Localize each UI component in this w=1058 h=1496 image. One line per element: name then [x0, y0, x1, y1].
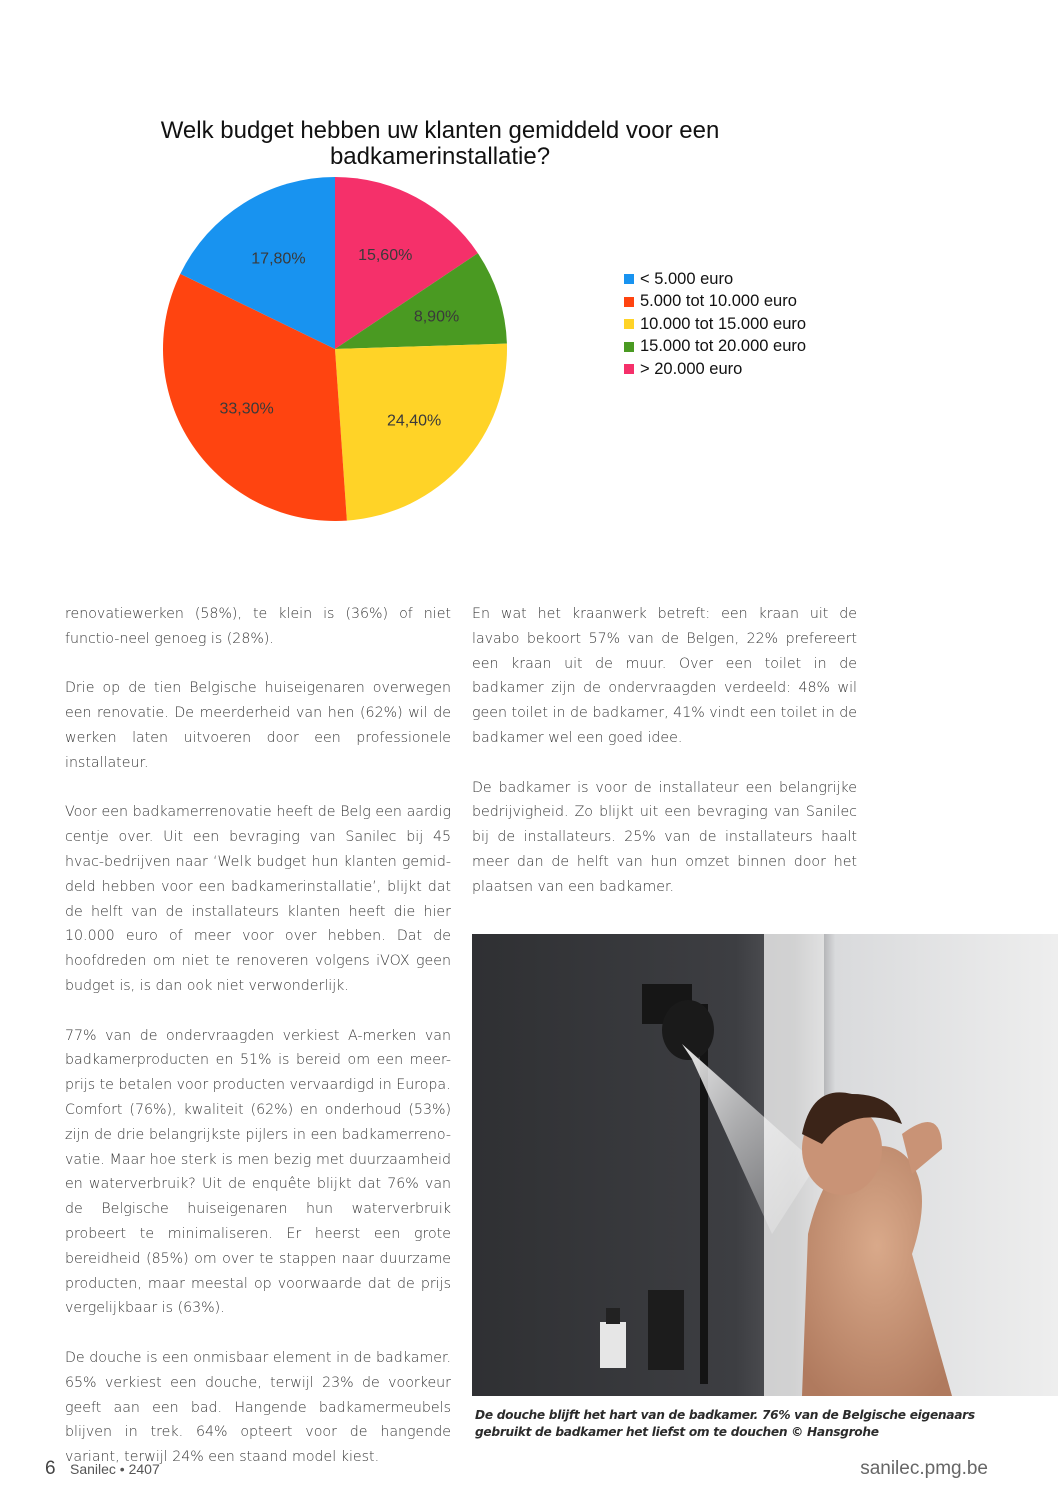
- publication-label: Sanilec • 2407: [70, 1461, 160, 1477]
- article-column-right: [472, 602, 857, 924]
- pie-slice-label: 15,60%: [358, 246, 413, 264]
- legend-swatch: [624, 319, 634, 329]
- legend-item: [624, 313, 806, 336]
- paragraph: En wat het kraanwerk betreft: een kraan uit de lavabo bekoort 57% van de Belgen, 22% prefereert een kraan uit de muur. Over een toilet in de badkamer zijn de ondervraagden verdeeld: 48% wil geen toilet in de badkamer, 41% vindt een toilet in de badkamer wel een goed idee.: [472, 606, 857, 746]
- shower-photo: [472, 934, 1058, 1396]
- legend-swatch: [624, 274, 634, 284]
- chart-title: Welk budget hebben uw klanten gemiddeld voor een badkamerinstallatie?: [160, 117, 720, 170]
- paragraph: Drie op de tien Belgische huiseigenaren overwegen een renovatie. De meerderheid van hen (62%) wil de werken laten uitvoeren door een professionele installateur.: [65, 680, 451, 771]
- article-column-left: [65, 602, 451, 1495]
- paragraph: Comfort (76%), kwaliteit (62%) en onderhoud (53%) zijn de drie belangrijkste pijlers in een badkamerreno-vatie. Maar hoe sterk is men bezig met duurzaamheid en waterverbruik? Uit de enquête blijkt dat 76% van de Belgische huiseigenaren hun waterverbruik probeert te minimaliseren. Er heerst een grote bereidheid (85%) om over te stappen naar duurzame producten, maar meestal op voorwaarde dat de prijs vergelijkbaar is (63%).: [65, 1101, 451, 1317]
- paragraph: De badkamer is voor de installateur een belangrijke bedrijvigheid. Zo blijkt uit een bevraging van Sanilec bij de installateurs. 25% van de installateurs haalt meer dan de helft van hun omzet binnen door het plaatsen van een badkamer.: [472, 779, 857, 895]
- paragraph: De douche is een onmisbaar element in de badkamer. 65% verkiest een douche, terwijl 23% de voorkeur geeft aan een bad. Hangende badkamermeubels blijven in trek. 64% opteert voor de hangende variant, terwijl 24% een staand model kiest.: [65, 1349, 451, 1466]
- legend-label: 5.000 tot 10.000 euro: [640, 292, 797, 311]
- legend-item: [624, 268, 806, 291]
- pie-slice: [335, 344, 507, 521]
- legend-item: [624, 336, 806, 359]
- legend-swatch: [624, 342, 634, 352]
- legend-item: [624, 291, 806, 314]
- pie-slice-label: 33,30%: [219, 400, 274, 418]
- paragraph: renovatiewerken (58%), te klein is (36%) of niet functio-neel genoeg is (28%).: [65, 606, 451, 647]
- shower-illustration: [472, 934, 1058, 1396]
- legend-item: [624, 358, 806, 381]
- pie-slice-label: 8,90%: [413, 308, 460, 326]
- pie-slice-label: 24,40%: [386, 412, 442, 430]
- legend-swatch: [624, 297, 634, 307]
- page-number: 6: [45, 1458, 56, 1479]
- legend-label: < 5.000 euro: [640, 269, 734, 288]
- pie-slice-label: 17,80%: [251, 250, 306, 268]
- legend-swatch: [624, 364, 634, 374]
- photo-caption: De douche blijft het hart van de badkamer. 76% van de Belgische eigenaars gebruikt de badkamer het liefst om te douchen © Hansgrohe: [475, 1408, 975, 1439]
- legend-label: > 20.000 euro: [640, 359, 743, 378]
- footer-url[interactable]: sanilec.pmg.be: [860, 1458, 988, 1479]
- pie-chart: [0, 0, 1058, 600]
- chart-legend: [624, 268, 806, 381]
- paragraph: Voor een badkamerrenovatie heeft de Belg een aardig centje over. Uit een bevraging van Sanilec bij 45 hvac-bedrijven naar ‘Welk budget hun klanten gemid-deld hebben voor een badkamerinstallatie’, blijkt dat de helft van de installateurs klanten heeft die hier 10.000 euro of meer voor over hebben. Dat de hoofdreden om niet te renoveren volgens iVOX geen budget is, is dan ook niet verwonderlijk.: [65, 804, 451, 994]
- legend-label: 10.000 tot 15.000 euro: [640, 314, 807, 333]
- legend-label: 15.000 tot 20.000 euro: [640, 337, 807, 356]
- paragraph: 77% van de ondervraagden verkiest A-merken van badkamerproducten en 51% is bereid om een meer-prijs te betalen voor producten vervaardigd in Europa.: [65, 1027, 451, 1094]
